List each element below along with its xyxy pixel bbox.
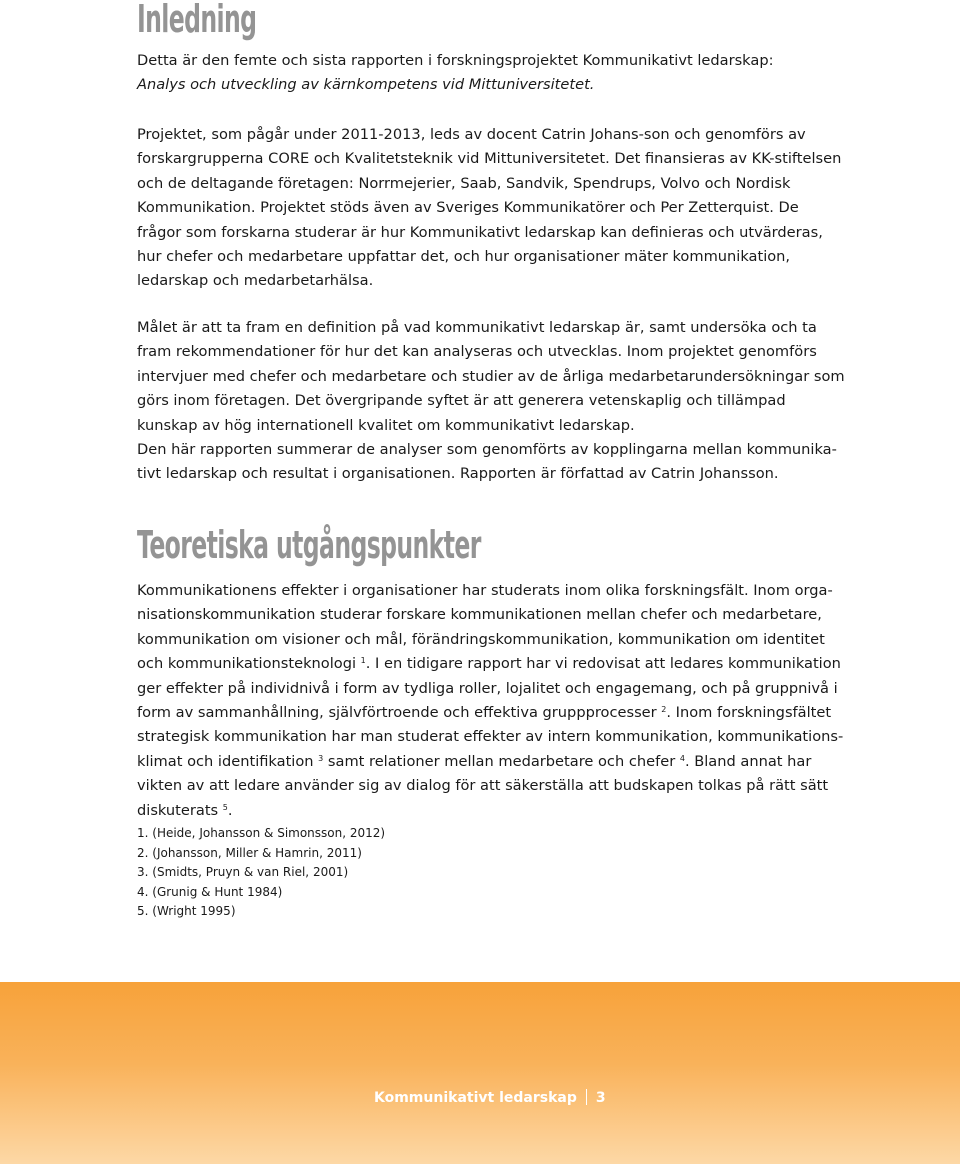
intro-paragraph-2: Projektet, som pågår under 2011-2013, leds av docent Catrin Johans-son och genomförs av forskargrupperna CORE och Kvalitetsteknik vid Mittuniversitetet. Det finansieras av KK-stiftelsen och de deltagande företagen: Norrmejerier, Saab, Sandvik, Spendrups, Volvo och Nordisk Kommunikation. Projektet stöds även av Sveriges Kommunikatörer och Per Zetterquist. De frågor som forskarna studerar är hur Kommunikativt ledarskap kan definieras och utvärderas, hur chefer och medarbetare uppfattar det, och hur organisationer mäter kommunikation, ledarskap och medarbetarhälsa. (137, 126, 842, 290)
theory-text-1: Kommunikationens effekter i organisationer har studerats inom olika forskningsfält. Inom orga-nisationskommunikation studerar forskare kommunikationen mellan chefer och medarbetare, kommunikation om visioner och mål, förändringskommunikation, kommunikation om identitet och kommunikationsteknologi (137, 582, 833, 673)
theory-paragraph (137, 579, 847, 823)
theory-text-2: . I en tidigare rapport har vi redovisat att ledares kommunikation ger effekter på individnivå i form av tydliga roller, lojalitet och engagemang, och på gruppnivå i form av sammanhållning, självförtroende och effektiva gruppprocesser (137, 655, 841, 722)
theory-text-5: . Bland annat har vikten av att ledare använder sig av dialog för att säkerställa att budskapen tolkas på rätt sätt diskuterats (137, 752, 829, 819)
reference-list (137, 824, 385, 922)
footnote-ref-5: 5 (222, 802, 228, 812)
intro-paragraph-1 (137, 49, 847, 98)
footer-separator (586, 1089, 587, 1105)
intro-paragraph-4: Den här rapporten summerar de analyser som genomförts av kopplingarna mellan kommunika-tivt ledarskap och resultat i organisationen. Rapporten är författad av Catrin Johansson. (137, 441, 837, 483)
footnote-ref-4: 4 (679, 753, 685, 763)
intro-paragraph-3: Målet är att ta fram en definition på vad kommunikativt ledarskap är, samt undersöka och ta fram rekommendationer för hur det kan analyseras och utvecklas. Inom projektet genomförs intervjuer med chefer och medarbetare och studier av de årliga medarbetarundersökningar som görs inom företagen. Det övergripande syftet är att generera vetenskaplig och tillämpad kunskap av hög internationell kvalitet om kommunikativt ledarskap. (137, 319, 845, 434)
reference-item: 1. (Heide, Johansson & Simonsson, 2012) (137, 826, 386, 840)
reference-item: 3. (Smidts, Pruyn & van Riel, 2001) (137, 865, 349, 879)
heading-teoretiska: Teoretiska utgångspunkter (137, 523, 481, 567)
footer-band (0, 982, 960, 1164)
reference-item: 4. (Grunig & Hunt 1984) (137, 884, 283, 899)
footer-label (374, 1089, 606, 1106)
page-number: 3 (595, 1090, 606, 1106)
theory-text-3: . Inom forskningsfältet strategisk kommunikation har man studerat effekter av intern kommunikation, kommunikations-klimat och identifikation (137, 704, 844, 770)
footer-title: Kommunikativt ledarskap (374, 1090, 577, 1106)
footnote-ref-2: 2 (661, 705, 667, 715)
intro-line-1: Detta är den femte och sista rapporten i forskningsprojektet Kommunikativt ledarskap: (137, 52, 774, 69)
reference-item: 2. (Johansson, Miller & Hamrin, 2011) (137, 845, 362, 860)
footnote-ref-3: 3 (318, 753, 324, 763)
heading-inledning: Inledning (137, 0, 257, 41)
footnote-ref-1: 1 (360, 656, 366, 666)
intro-line-2-italic: Analys och utveckling av kärnkompetens vid Mittuniversitetet. (137, 76, 595, 94)
reference-item: 5. (Wright 1995) (137, 904, 236, 918)
theory-text-6: . (227, 801, 233, 819)
theory-text-4: samt relationer mellan medarbetare och chefer (323, 752, 680, 770)
